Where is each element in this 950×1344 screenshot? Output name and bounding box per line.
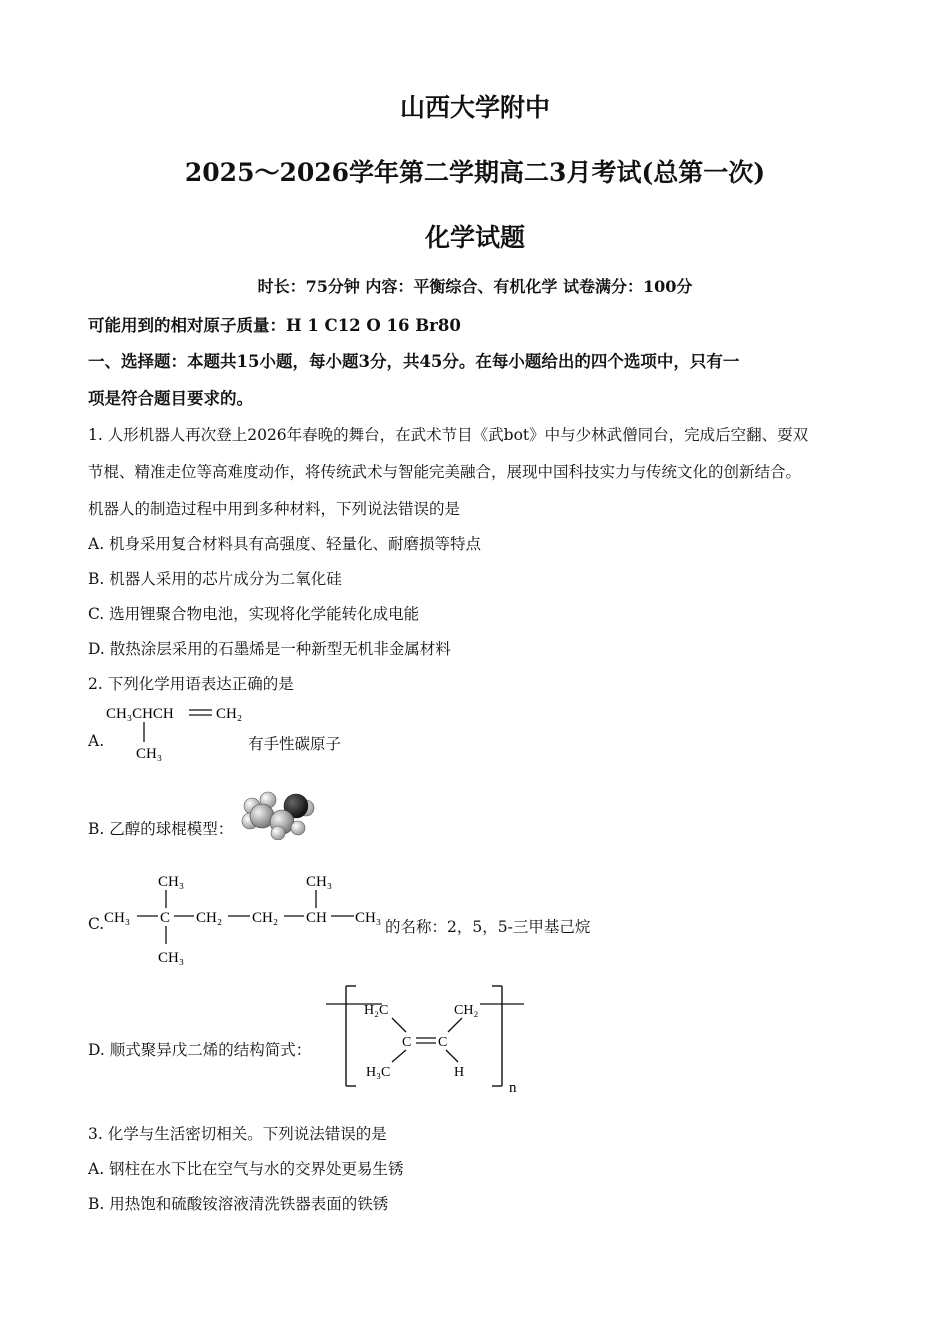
subject-title: 化学试题 xyxy=(424,223,525,252)
formula-c-ch3-top2: CH₃ xyxy=(306,874,333,890)
formula-a-right: CH₂ xyxy=(216,706,243,722)
formula-d-c1: C xyxy=(402,1035,412,1050)
ethanol-ball-stick-model-icon xyxy=(238,790,320,840)
formula-c-ch3-top1: CH₃ xyxy=(158,874,185,890)
q2-option-c-label: C. xyxy=(88,915,105,933)
atomic-mass-note: 可能用到的相对原子质量：H 1 C12 O 16 Br80 xyxy=(88,316,461,335)
formula-a-top: CH₃CHCH xyxy=(106,706,174,722)
q2-option-d-formula xyxy=(322,980,530,1098)
bond-line xyxy=(448,1018,462,1032)
bond-line xyxy=(392,1018,406,1032)
q3-option-b: B. 用热饱和硫酸铵溶液清洗铁器表面的铁锈 xyxy=(88,1195,389,1213)
q2-option-a-formula xyxy=(100,696,260,768)
q2-option-a-label: A. xyxy=(88,732,105,750)
formula-d-ch2: CH₂ xyxy=(454,1003,479,1018)
q1-option-b: B. 机器人采用的芯片成分为二氧化硅 xyxy=(88,570,342,588)
q2-option-c-formula xyxy=(104,868,386,968)
q2-option-c-tail: 的名称：2，5，5-三甲基己烷 xyxy=(385,918,591,936)
section1-instruction-line1: 一、选择题：本题共15小题，每小题3分，共45分。在每小题给出的四个选项中，只有一 xyxy=(88,352,740,371)
q1-stem-line2: 节棍、精准走位等高难度动作，将传统武术与智能完美融合，展现中国科技实力与传统文化的创新结合。 xyxy=(88,463,802,481)
formula-d-h2c: H₂C xyxy=(364,1003,389,1018)
formula-d-h3c: H₃C xyxy=(366,1065,391,1080)
exam-meta: 时长：75分钟 内容：平衡综合、有机化学 试卷满分：100分 xyxy=(257,277,693,296)
formula-d-h: H xyxy=(454,1065,465,1080)
q1-option-d: D. 散热涂层采用的石墨烯是一种新型无机非金属材料 xyxy=(88,640,451,658)
q3-stem: 3. 化学与生活密切相关。下列说法错误的是 xyxy=(88,1125,387,1143)
section1-instruction-line2: 项是符合题目要求的。 xyxy=(88,389,253,408)
q1-stem-line1: 1. 人形机器人再次登上2026年春晚的舞台，在武术节目《武bot》中与少林武僧同台，完成后空翻、耍双 xyxy=(88,426,809,444)
formula-c-ch2-1: CH₂ xyxy=(196,910,223,926)
formula-c-ch2-2: CH₂ xyxy=(252,910,279,926)
q1-stem-line3: 机器人的制造过程中用到多种材料，下列说法错误的是 xyxy=(88,500,461,518)
q3-option-a: A. 钢柱在水下比在空气与水的交界处更易生锈 xyxy=(88,1160,404,1178)
q1-option-a: A. 机身采用复合材料具有高强度、轻量化、耐磨损等特点 xyxy=(88,535,482,553)
formula-d-c2: C xyxy=(438,1035,448,1050)
formula-c-c: C xyxy=(160,910,171,926)
q2-option-d-label: D. 顺式聚异戊二烯的结构简式： xyxy=(88,1041,312,1059)
bond-line xyxy=(446,1050,458,1062)
formula-c-ch3-left: CH₃ xyxy=(104,910,131,926)
exam-title: 2025～2026学年第二学期高二3月考试(总第一次) xyxy=(184,158,766,187)
formula-a-bottom: CH₃ xyxy=(136,746,163,762)
formula-d-n: n xyxy=(509,1080,517,1096)
q1-option-c: C. 选用锂聚合物电池，实现将化学能转化成电能 xyxy=(88,605,420,623)
school-title: 山西大学附中 xyxy=(399,93,550,122)
q2-option-b-label: B. 乙醇的球棍模型： xyxy=(88,820,234,838)
formula-c-ch3-right: CH₃ xyxy=(355,910,382,926)
q2-stem: 2. 下列化学用语表达正确的是 xyxy=(88,675,294,693)
bond-line xyxy=(392,1050,406,1062)
formula-c-ch: CH xyxy=(306,910,327,926)
q2-option-a-tail: 有手性碳原子 xyxy=(248,735,342,753)
formula-c-ch3-bottom1: CH₃ xyxy=(158,950,185,966)
